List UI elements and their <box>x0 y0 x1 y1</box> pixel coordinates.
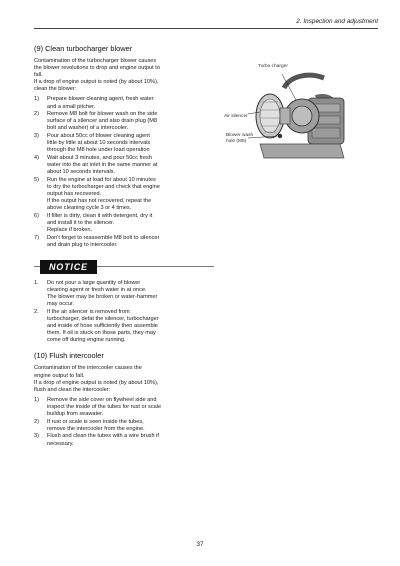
step-text: Replace if broken. <box>47 227 93 234</box>
step-text: and a small pitcher. <box>47 103 96 110</box>
step-text: buildup from seawater. <box>47 411 104 417</box>
step-text: inspect the inside of the tubes for rust or scale <box>47 403 162 410</box>
step-item <box>34 235 214 249</box>
step-number: 5) <box>34 176 39 183</box>
notice-badge: NOTICE <box>40 260 97 274</box>
notice-text: turbocharger, defat the silencer, turbocharger <box>47 316 159 323</box>
intro-line: clean the blower: <box>34 86 77 93</box>
step-number: 3) <box>34 133 39 140</box>
step-item <box>34 96 214 110</box>
page-number: 37 <box>196 541 204 548</box>
step-text: If the output has not recovered, repeat the <box>47 198 152 205</box>
notice-item <box>34 309 214 344</box>
intro-line: the blower revolutions to drop and engine output to <box>34 65 160 72</box>
notice-list <box>34 280 214 344</box>
step-text: Remove the side cover on flywheel side and <box>47 396 157 403</box>
step-number: 7) <box>34 234 39 241</box>
intro-line: flush and clean the intercooler: <box>34 386 111 393</box>
notice-text: If the air silencer is removed from <box>47 308 130 315</box>
step-item <box>34 133 214 154</box>
step-item <box>34 213 214 234</box>
step-text: If rust or scale is seen inside the tubes, <box>47 418 144 425</box>
notice-text: them. If oil is stuck on those parts, they may <box>47 330 156 337</box>
section-title-clean-blower: (9) Clean turbocharger blower <box>34 44 133 53</box>
step-number: 1) <box>34 96 39 103</box>
step-text: Wait about 3 minutes, and pour 50cc fresh <box>47 155 152 161</box>
step-text: necessary. <box>47 440 74 447</box>
label-line: hole (M8) <box>226 138 247 144</box>
air-silencer-face-shape <box>260 99 280 133</box>
intro-line: If a drop of engine output is noted (by about 10%), <box>34 379 159 386</box>
header-divider <box>34 28 378 29</box>
turbo-charger-label: Turbo charger <box>258 64 288 69</box>
step-text: water into the air inlet in the same manner at <box>47 162 158 169</box>
step-item <box>34 155 214 176</box>
step-text: Remove M8 bolt for blower wash on the side <box>47 111 158 118</box>
step-number: 1) <box>34 396 39 403</box>
step-number: 2) <box>34 418 39 425</box>
step-text: Don't forget to reassemble M8 bolt to silencer <box>47 234 160 241</box>
step-number: 4) <box>34 155 39 161</box>
step-text: above cleaning cycle 3 or 4 times. <box>47 205 132 212</box>
step-item <box>34 111 214 132</box>
notice-number: 2. <box>34 308 39 315</box>
blower-wash-hole-label <box>226 133 253 144</box>
step-item <box>34 419 214 433</box>
notice-item <box>34 280 214 308</box>
notice-text: Do not pour a large quantity of blower <box>47 280 141 286</box>
turbo-core-shape <box>292 106 312 126</box>
notice-header <box>34 257 214 275</box>
step-text: Pour about 50cc of blower cleaning agent <box>47 133 150 140</box>
hose-shape <box>284 75 324 88</box>
step-number: 3) <box>34 433 39 440</box>
connector-shape <box>280 108 290 124</box>
step-text: to dry the turbocharger and check that engine <box>47 183 160 190</box>
step-text: surface of a silencer and also drain plug (M8 <box>47 118 158 125</box>
step-text: bolt and washer) of a intercooler. <box>47 125 129 132</box>
wash-hole-shape <box>278 134 282 138</box>
step-text: remove the intercooler from the engine. <box>47 425 145 432</box>
intro-line: Contamination of the turbocharger blower causes <box>34 58 157 64</box>
step-text: little by little at about 10 seconds intervals <box>47 140 151 147</box>
turbocharger-figure <box>220 58 348 174</box>
main-column <box>34 44 214 448</box>
intro-line: Contamination of the intercooler causes the <box>34 365 142 372</box>
notice-number: 1. <box>34 280 39 286</box>
notice-text: The blower may be broken or water-hammer <box>47 294 158 301</box>
step-item <box>34 433 214 447</box>
intro-line: If a drop of engine output is noted (by about 10%), <box>34 79 159 86</box>
step-text: through the M8 hole under load operation <box>47 147 150 154</box>
step-text: about 10 seconds intervals. <box>47 169 116 176</box>
notice-text: and inside of hose sufficiently then assemble <box>47 323 158 330</box>
air-silencer-label: Air silencer <box>224 114 248 119</box>
engine-detail-shape <box>312 128 340 138</box>
step-item <box>34 177 214 212</box>
step-number: 6) <box>34 212 39 219</box>
step-text: output has recovered. <box>47 191 102 198</box>
section-intro-flush-intercooler <box>34 365 214 393</box>
step-text: Run the engine at load for about 10 minutes <box>47 176 156 183</box>
intro-line: engine output to fall. <box>34 372 85 379</box>
step-item <box>34 397 214 418</box>
section-title-flush-intercooler: (10) Flush intercooler <box>34 351 104 361</box>
step-text: Flush and clean the tubes with a wire brush if <box>47 433 159 440</box>
intro-line: fall. <box>34 72 43 79</box>
step-text: and drain plug to intercooler. <box>47 241 118 248</box>
step-text: If filter is dirty, clean it with detergent, dry it <box>47 212 153 219</box>
label-line: Blower wash <box>226 133 254 138</box>
cleaning-steps-list <box>34 96 214 249</box>
notice-text: may occur. <box>47 301 75 308</box>
base-shape <box>260 144 344 158</box>
notice-text: come off during engine running. <box>47 337 126 344</box>
notice-text: cleaning agent or fresh water in at once. <box>47 287 147 294</box>
step-text: Prepare blower cleaning agent, fresh water <box>47 96 154 103</box>
intercooler-steps-list <box>34 397 214 448</box>
step-number: 2) <box>34 111 39 118</box>
section-intro-clean-blower <box>34 58 214 93</box>
step-text: and install it to the silencer. <box>47 220 115 227</box>
running-header: 2. Inspection and adjustment <box>296 18 378 25</box>
